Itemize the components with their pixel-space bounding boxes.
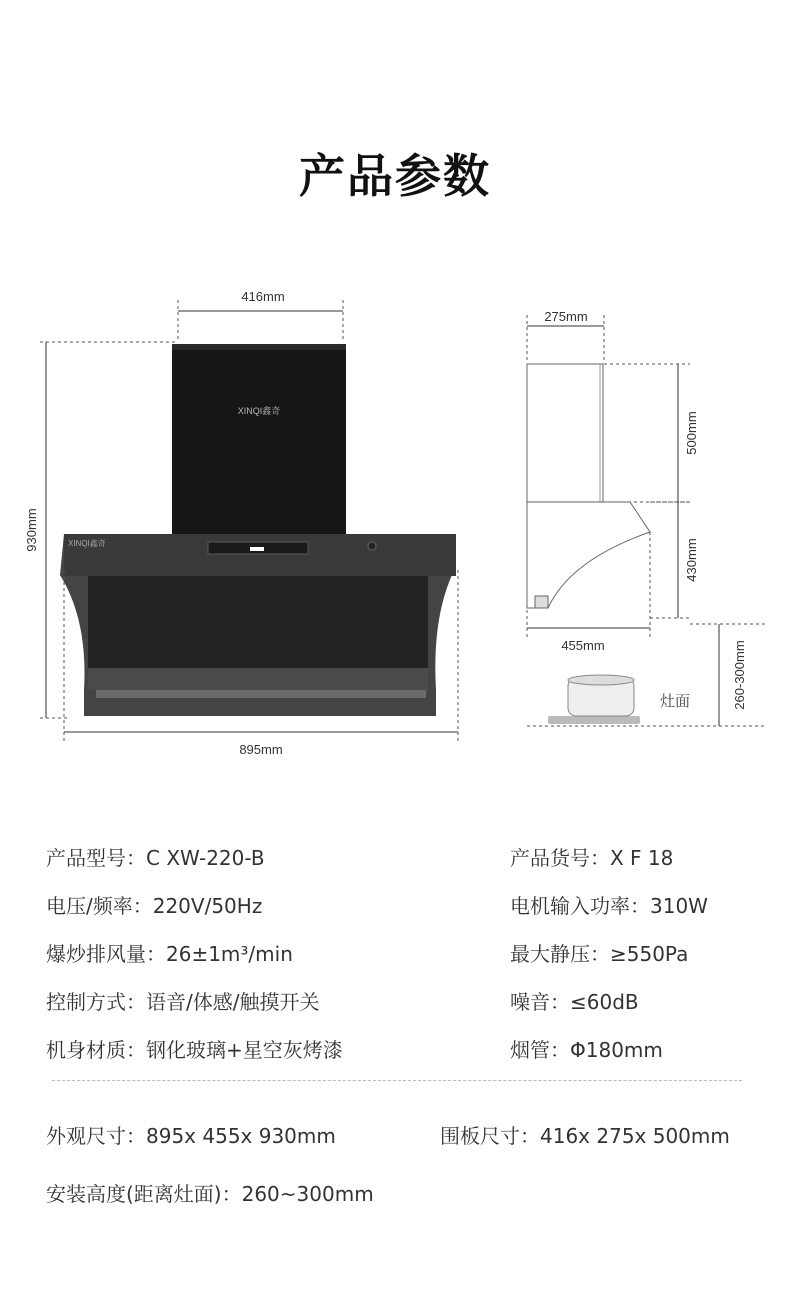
spec-noise: 噪音：≤60dB [510,990,639,1014]
spec-pipe: 烟管：Φ180mm [510,1038,663,1062]
spec-airflow: 爆炒排风量：26±1m³/min [46,942,293,966]
spec-voltage: 电压/频率：220V/50Hz [46,894,263,918]
dim-chimney-height: 500mm [684,411,699,455]
spec-material: 机身材质：钢化玻璃+星空灰烤漆 [46,1038,343,1062]
spec-model: 产品型号：C XW-220-B [46,846,265,870]
divider [52,1080,742,1081]
dim-hood-depth: 455mm [561,638,605,653]
dim-hood-height: 430mm [684,538,699,582]
stove-label: 灶面 [660,692,691,710]
spec-item-no: 产品货号：X F 18 [510,846,674,870]
page-title: 产品参数 [299,149,491,203]
front-view [24,289,458,757]
spec-outer-size: 外观尺寸：895x 455x 930mm [46,1124,336,1148]
spec-control: 控制方式：语音/体感/触摸开关 [46,990,320,1014]
dim-total-width: 895mm [239,742,283,757]
spec-power: 电机输入功率：310W [510,894,708,918]
side-view [527,309,766,726]
dim-top-width: 416mm [241,289,285,304]
dim-install-height: 260-300mm [732,640,747,710]
product-diagram [0,270,790,760]
dim-total-height: 930mm [24,508,39,552]
product-logo: XINQI鑫奇 [237,406,281,416]
spec-pressure: 最大静压：≥550Pa [510,942,689,966]
spec-panel-size: 围板尺寸：416x 275x 500mm [440,1124,730,1148]
dim-side-top: 275mm [544,309,588,324]
hood-logo: XINQI鑫奇 [68,539,106,548]
spec-install-height: 安装高度(距离灶面)：260~300mm [46,1182,374,1206]
